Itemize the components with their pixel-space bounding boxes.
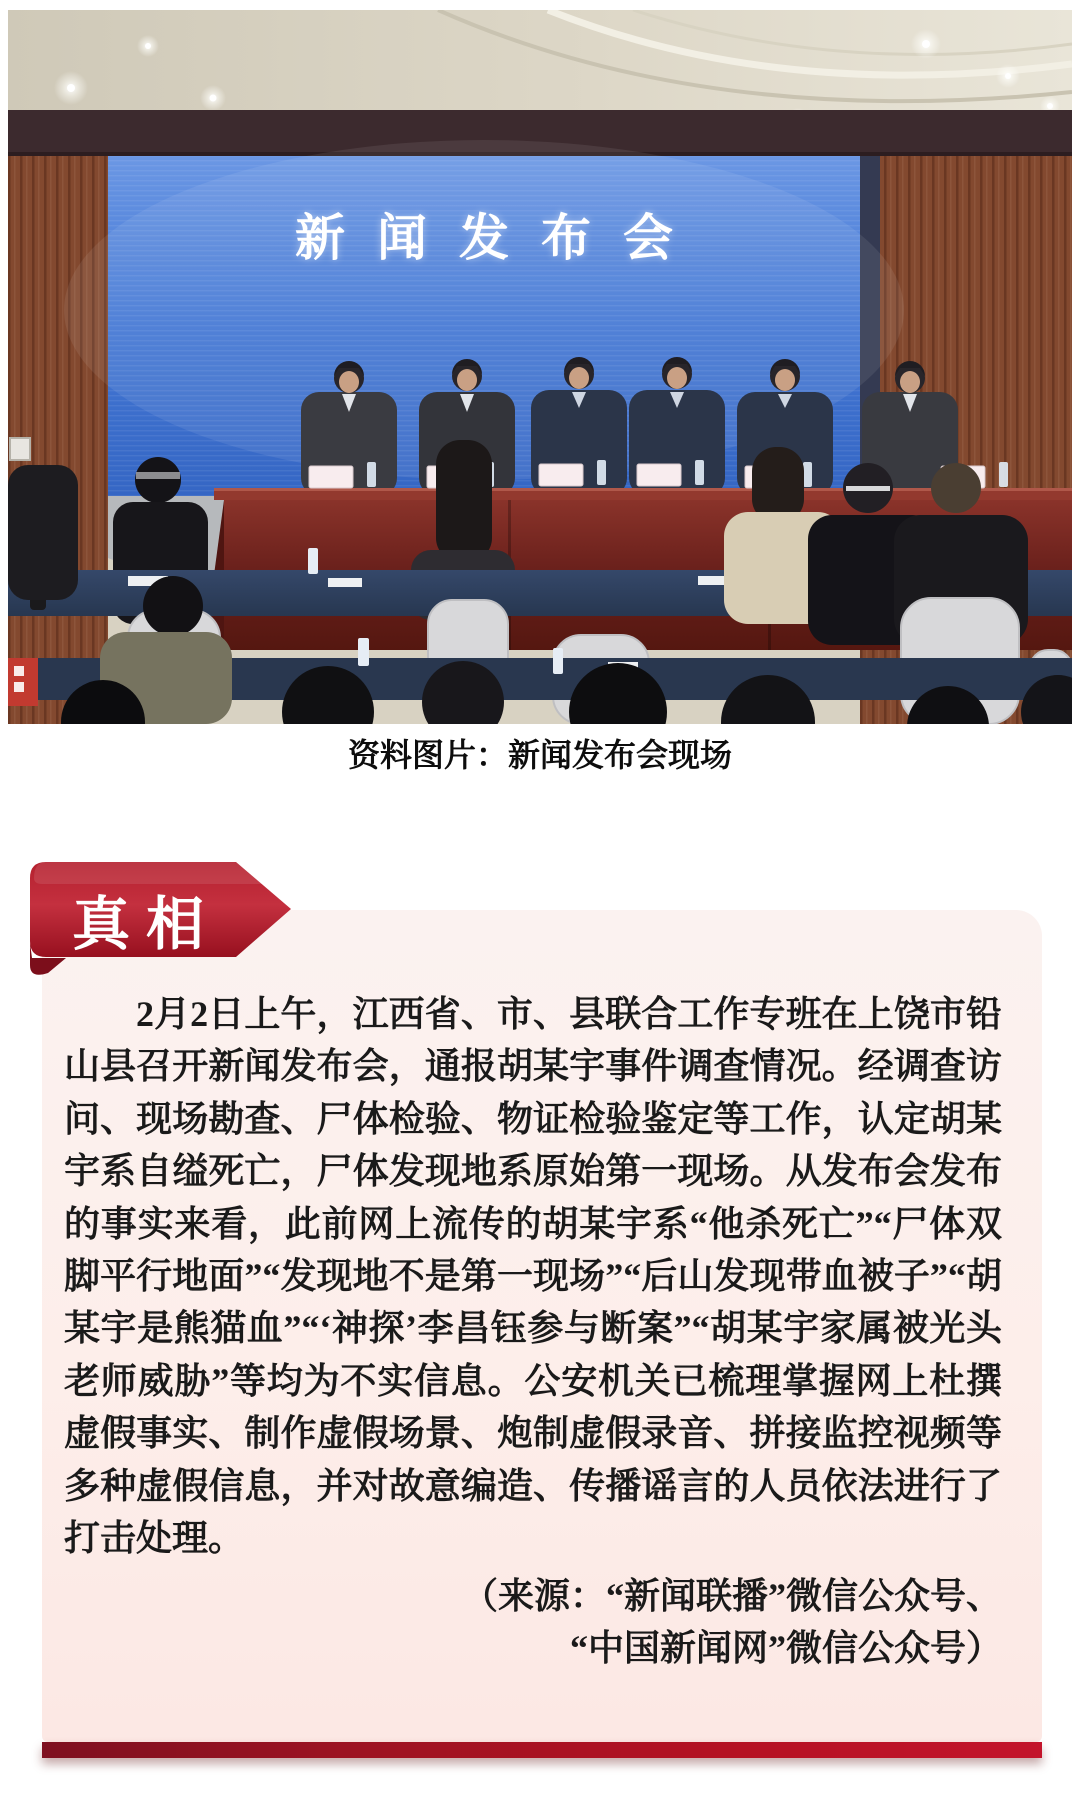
article-paragraph: 2月2日上午，江西省、市、县联合工作专班在上饶市铅山县召开新闻发布会，通报胡某宇事件调查情况。经调查访问、现场勘查、尸体检验、物证检验鉴定等工作，认定胡某宇系自缢死亡，尸体发现地系原始第一现场。从发布会发布的事实来看，此前网上流传的胡某宇系“他杀死亡”“尸体双脚平行地面”“发现地不是第一现场”“后山发现带血被子”“胡某宇是熊猫血”“‘神探’李昌钰参与断案”“胡某宇家属被光头老师威胁”等均为不实信息。公安机关已梳理掌握网上杜撰虚假事实、制作虚假场景、炮制虚假录音、拼接监控视频等多种虚假信息，并对故意编造、传播谣言的人员依法进行了打击处理。	[64, 994, 1002, 1559]
source-line-1: （来源：“新闻联播”微信公众号、	[461, 1576, 1002, 1617]
truth-panel	[42, 910, 1042, 1742]
truth-badge-label: 真相	[71, 892, 220, 957]
photo-caption: 资料图片：新闻发布会现场	[347, 737, 732, 773]
wood-wall-left	[8, 156, 108, 724]
press-card	[8, 658, 38, 706]
source-line-2: “中国新闻网”微信公众号）	[569, 1628, 1002, 1669]
light-switch	[10, 438, 30, 460]
photo-scene	[8, 10, 1072, 724]
audience-figure	[8, 465, 78, 600]
bottom-accent-bar	[42, 1742, 1042, 1758]
press-conference-photo	[8, 10, 1072, 724]
screen-banner-text: 新闻发布会	[295, 210, 705, 266]
truth-badge	[22, 861, 294, 979]
article-source	[42, 1570, 1042, 1674]
